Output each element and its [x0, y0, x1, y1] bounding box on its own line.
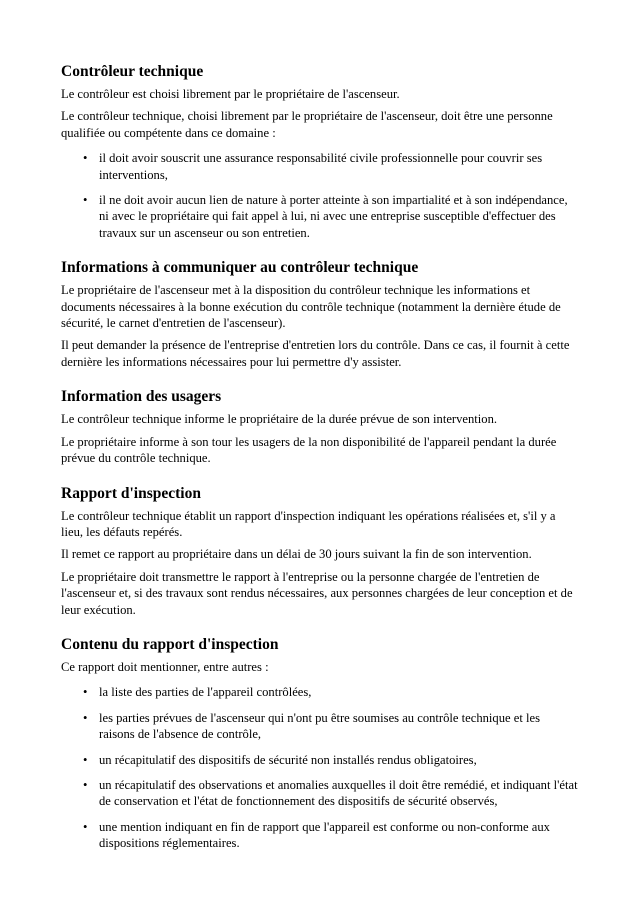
- paragraph: Le contrôleur technique, choisi librement par le propriétaire de l'ascenseur, doit être une personne qualifiée ou compétente dans ce domaine :: [61, 109, 553, 140]
- paragraph: Le contrôleur est choisi librement par le propriétaire de l'ascenseur.: [61, 87, 400, 101]
- section-contenu-rapport: [61, 635, 578, 852]
- section-title: Contenu du rapport d'inspection: [61, 635, 279, 653]
- section-information-usagers: [61, 387, 578, 466]
- section-rapport-inspection: [61, 484, 578, 618]
- paragraph: Le contrôleur technique informe le propriétaire de la durée prévue de son intervention.: [61, 412, 498, 427]
- paragraph: Le contrôleur technique établit un rapport d'inspection indiquant les opérations réalisées et, s'il y a lieu, les défauts repérés.: [61, 508, 556, 539]
- paragraph: Le propriétaire doit transmettre le rapport à l'entreprise ou la personne chargée de l'entretien de l'ascenseur et, si des travaux sont rendus nécessaires, aux personnes chargées de leur conception et de leur exécution.: [61, 569, 573, 617]
- bullet-icon: •: [83, 777, 88, 792]
- section-title: Rapport d'inspection: [61, 484, 201, 502]
- list-item: [61, 777, 578, 810]
- bullet-icon: •: [83, 685, 88, 700]
- bullet-list: [61, 684, 578, 851]
- bullet-icon: •: [83, 151, 88, 166]
- section-title: Informations à communiquer au contrôleur technique: [61, 259, 419, 277]
- list-item-text: les parties prévues de l'ascenseur qui n'ont pu être soumises au contrôle technique et les raisons de l'absence de contrôle,: [99, 710, 540, 742]
- paragraph: Il peut demander la présence de l'entreprise d'entretien lors du contrôle. Dans ce cas, il fournit à cette dernière les informations nécessaires pour lui permettre d'y assister.: [61, 338, 570, 369]
- list-item-text: il ne doit avoir aucun lien de nature à porter atteinte à son impartialité et à son indépendance, ni avec le propriétaire qui fait appel à lui, ni avec une entreprise susceptible d'effectuer des travaux sur un ascenseur ou son entretien.: [99, 193, 568, 240]
- bullet-icon: •: [83, 819, 88, 834]
- bullet-list: [61, 150, 578, 241]
- list-item-text: un récapitulatif des observations et anomalies auxquelles il doit être remédié, et indiquant l'état de conservation et l'état de fonctionnement des dispositifs de sécurité observés,: [99, 777, 578, 809]
- bullet-icon: •: [83, 752, 88, 767]
- paragraph: Le propriétaire de l'ascenseur met à la disposition du contrôleur technique les informations et documents nécessaires à la bonne exécution du contrôle technique (notamment la dernière étude de sécurité, le carnet d'entretien de l'ascenseur).: [61, 283, 561, 331]
- section-controleur-technique: [61, 62, 578, 241]
- list-item-text: la liste des parties de l'appareil contrôlées,: [99, 685, 312, 700]
- bullet-icon: •: [83, 193, 88, 208]
- section-informations-controleur: [61, 258, 578, 370]
- list-item-text: il doit avoir souscrit une assurance responsabilité civile professionnelle pour couvrir ses interventions,: [99, 151, 543, 182]
- bullet-icon: •: [83, 710, 88, 725]
- section-title: Information des usagers: [61, 388, 222, 406]
- list-item-text: une mention indiquant en fin de rapport que l'appareil est conforme ou non-conforme aux dispositions réglementaires.: [99, 819, 550, 851]
- paragraph: Il remet ce rapport au propriétaire dans un délai de 30 jours suivant la fin de son intervention.: [61, 547, 532, 562]
- list-item-text: un récapitulatif des dispositifs de sécurité non installés rendus obligatoires,: [99, 752, 477, 767]
- paragraph: Le propriétaire informe à son tour les usagers de la non disponibilité de l'appareil pendant la durée prévue du contrôle technique.: [61, 434, 557, 466]
- list-item: [61, 150, 578, 183]
- list-item: [61, 192, 578, 241]
- list-item: [61, 819, 578, 852]
- list-item: [61, 710, 578, 743]
- list-item: [61, 752, 578, 768]
- section-title: Contrôleur technique: [61, 63, 204, 80]
- list-item: [61, 684, 578, 700]
- paragraph: Ce rapport doit mentionner, entre autres :: [61, 659, 269, 674]
